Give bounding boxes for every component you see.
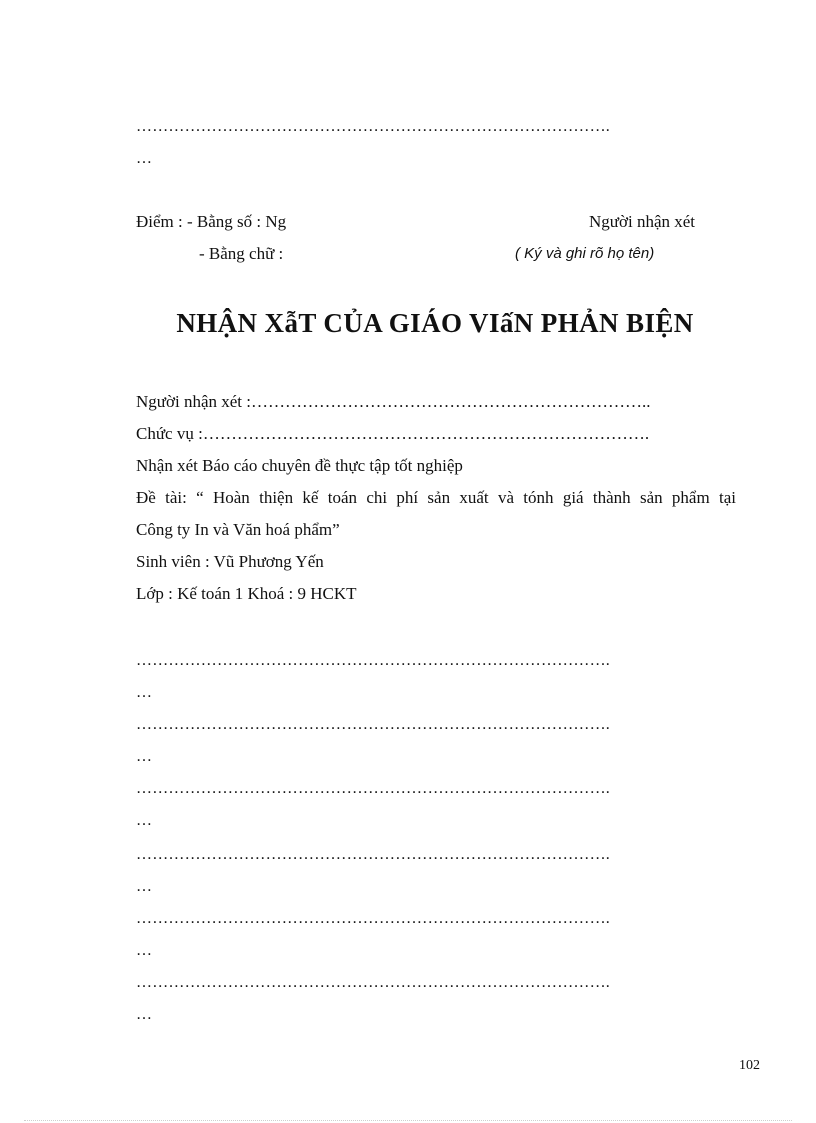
page-title: NHẬN XẫT CỦA GIÁO VIấN PHẢN BIỆN: [176, 308, 694, 338]
topic-line-1: Đề tài: “ Hoàn thiện kế toán chi phí sản xuất và tónh giá thành sản phẩm tại: [136, 488, 736, 507]
comment-line-tail: …: [136, 684, 153, 701]
position-field: Chức vụ :…………………………………………………………………….: [136, 424, 650, 443]
score-number-label: Điểm : - Bằng số : Ng: [136, 212, 287, 231]
student-name: Sinh viên : Vũ Phương Yến: [136, 552, 324, 571]
comment-line-tail: …: [136, 748, 153, 765]
comment-line-tail: …: [136, 812, 153, 829]
review-subject: Nhận xét Báo cáo chuyên đề thực tập tốt nghiệp: [136, 456, 463, 475]
comment-line-tail: …: [136, 942, 153, 959]
page-bottom-divider: [24, 1120, 792, 1121]
comment-line-tail: …: [136, 1006, 153, 1023]
dotted-line: …………………………………………………………………………….: [136, 118, 610, 135]
page-number: 102: [739, 1058, 760, 1073]
class-info: Lớp : Kế toán 1 Khoá : 9 HCKT: [136, 584, 357, 603]
comment-line-tail: …: [136, 878, 153, 895]
topic-line-2: Công ty In và Văn hoá phẩm”: [136, 520, 340, 539]
reviewer-field: Người nhận xét :……………………………………………………………..: [136, 392, 651, 411]
comment-line: …………………………………………………………………………….: [136, 716, 610, 733]
score-words-label: - Bằng chữ :: [199, 244, 284, 263]
comment-line: …………………………………………………………………………….: [136, 652, 610, 669]
dotted-line-tail: …: [136, 150, 153, 167]
comment-line: …………………………………………………………………………….: [136, 780, 610, 797]
comment-line: …………………………………………………………………………….: [136, 974, 610, 991]
comment-line: …………………………………………………………………………….: [136, 910, 610, 927]
comment-line: …………………………………………………………………………….: [136, 846, 610, 863]
reviewer-signature-label: Người nhận xét: [589, 212, 696, 231]
signature-hint: ( Ký và ghi rõ họ tên): [515, 245, 655, 262]
